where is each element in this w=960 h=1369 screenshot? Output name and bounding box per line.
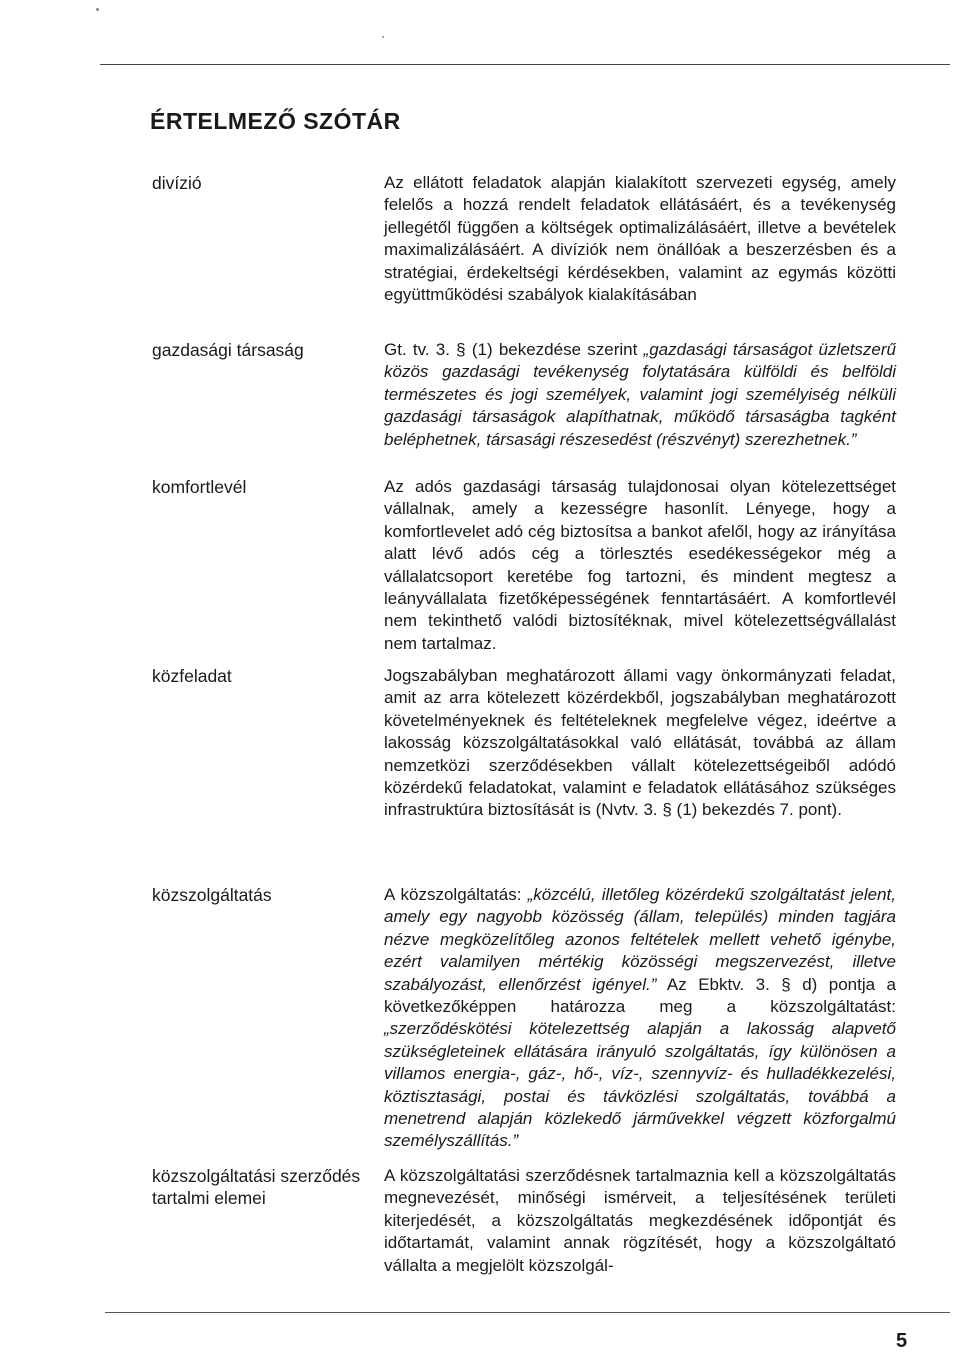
entry-definition bbox=[384, 476, 896, 655]
entry-term: divízió bbox=[152, 173, 202, 193]
scan-speck bbox=[96, 8, 99, 11]
definition-segment: Az adós gazdasági társaság tulajdonosai olyan kötelezettséget vállalnak, amely a kezességre hasonlít. Lényege, hogy a komfortlevelet adó cég biztosítsa a bankot afelől, hogy az irányítása alatt lévő adós cég a törlesztés esedékességekor még a vállalatcsoport keretébe fog tartozni, és mindent megtesz a leányvállalata fizetőképességének fenntartásáért. A komfortlevél nem tekinthető valódi biztosítéknak, mivel kötelezettségvállalást nem tartalmaz. bbox=[384, 477, 896, 653]
entry-term: közszolgáltatási szerződés tartalmi elemei bbox=[152, 1166, 361, 1208]
definition-segment: Az ellátott feladatok alapján kialakított szervezeti egység, amely felelős a hozzá rendelt feladatok ellátásáért, és a tevékenység jellegétől függően a költségek optimalizálásáért, illetve a bevételek maximalizálásáért. A divíziók nem önállóak a beszerzésben és a stratégiai, érdekeltségi kérdésekben, valamint az egymás közötti együttműködési szabályok kialakításában bbox=[384, 173, 896, 305]
entry-term: közfeladat bbox=[152, 666, 232, 686]
entry-term: komfortlevél bbox=[152, 477, 247, 497]
definition-quote: „gazdasági társaságot üzletszerű közös gazdasági tevékenység folytatására külföldi és belföldi természetes és jogi személyek, valamint jogi személyiség nélküli gazdasági társaságok alapíthatnak, működő társaságba tagként beléphetnek, társasági részesedést (részvényt) szerezhetnek.” bbox=[384, 340, 896, 449]
definition-segment: A közszolgáltatási szerződésnek tartalmaznia kell a közszolgáltatás megnevezését, minőségi ismérveit, a teljesítésének területi kiterjedését, a közszolgáltatás megkezdésének időpontját és időtartamát, valamint annak rögzítését, hogy a közszolgáltató vállalta a megjelölt közszolgál- bbox=[384, 1166, 896, 1275]
entry-definition bbox=[384, 884, 896, 1153]
definition-quote: „közcélú, illetőleg közérdekű szolgáltatást jelent, amely egy nagyobb közösség (állam, település) minden tagjára nézve megközelítőleg azonos feltételek mellett vehető igénybe, ezért valamilyen mértékig közösségi megszervezést, illetve szabályozást, ellenőrzést igényel.” bbox=[384, 885, 896, 994]
entry-definition bbox=[384, 172, 896, 306]
entry-term: gazdasági társaság bbox=[152, 340, 304, 360]
bottom-rule bbox=[105, 1312, 950, 1313]
scan-speck bbox=[382, 36, 384, 38]
entry-definition bbox=[384, 1165, 896, 1277]
definition-segment: A közszolgáltatás: bbox=[384, 885, 528, 904]
page-number: 5 bbox=[896, 1330, 908, 1352]
entry-definition bbox=[384, 665, 896, 822]
entry-definition bbox=[384, 339, 896, 451]
entry-term: közszolgáltatás bbox=[152, 885, 272, 905]
page-title: ÉRTELMEZŐ SZÓTÁR bbox=[150, 108, 401, 134]
definition-segment: Jogszabályban meghatározott állami vagy önkormányzati feladat, amit az arra kötelezett közérdekből, jogszabályban meghatározott követelményeknek és feltételeknek megfelelve végez, ideértve a lakosság közszolgáltatásokkal való ellátását, továbbá az állam nemzetközi szerződésekben vállalt kötelezettségeiből adódó közérdekű feladatokat, valamint e feladatok ellátásához szükséges infrastruktúra biztosítását is (Nvtv. 3. § (1) bekezdés 7. pont). bbox=[384, 666, 896, 820]
definition-segment: Az Ebktv. 3. § d) pontja a következőképpen határozza meg a közszolgáltatást: bbox=[384, 974, 896, 1017]
definition-segment: Gt. tv. 3. § (1) bekezdése szerint bbox=[384, 340, 644, 359]
top-rule bbox=[100, 64, 950, 65]
definition-quote: „szerződéskötési kötelezettség alapján a lakosság alapvető szükségleteinek ellátására irányuló szolgáltatás, így különösen a villamos energia-, gáz-, hő-, víz-, szennyvíz- és hulladékkezelési, köztisztasági, postai és távközlési szolgáltatás, továbbá a menetrend alapján közlekedő járművekkel végzett közforgalmú személyszállítás.” bbox=[384, 1019, 896, 1151]
